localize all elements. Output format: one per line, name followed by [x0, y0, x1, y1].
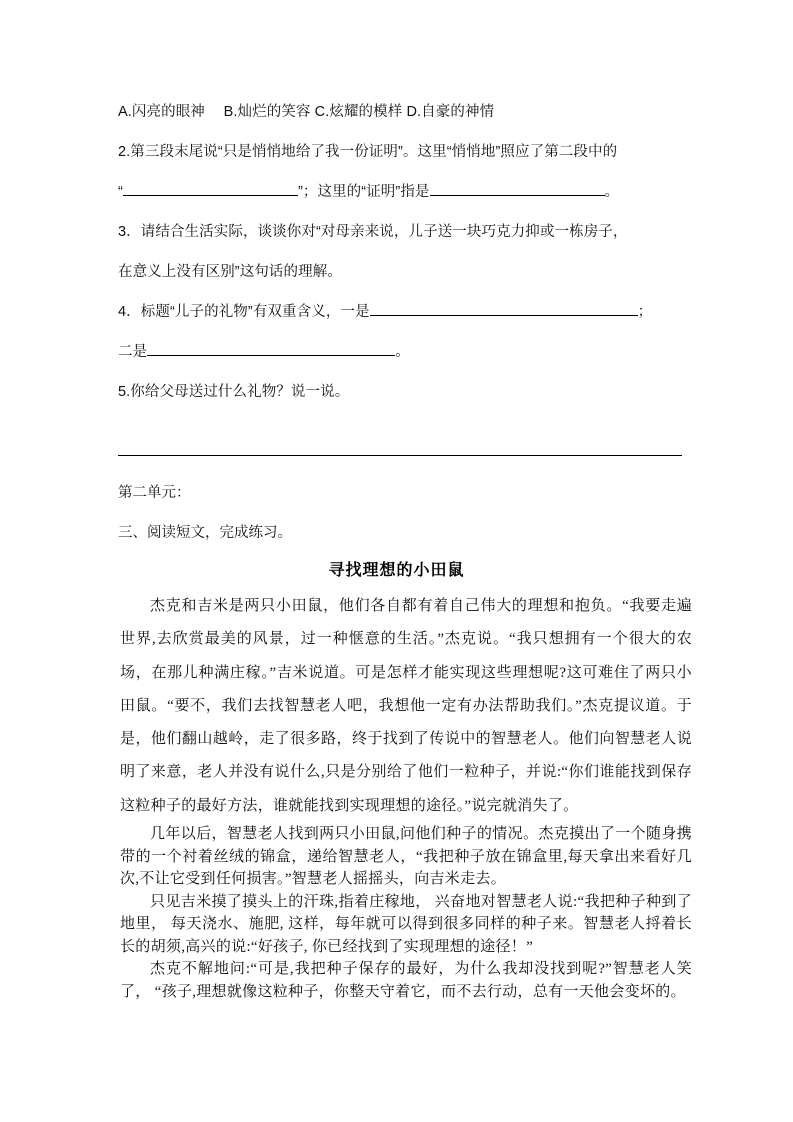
question-2-mid-text: ”；这里的“证明”指是 — [297, 184, 430, 200]
story-paragraph: 只见吉米摸了摸头上的汗珠,指着庄稼地， 兴奋地对智慧老人说:“我把种子种到了地里， 每天浇水、施肥, 这样，每年就可以得到很多同样的种子来。智慧老人捋着长长的胡须,高兴的说:“好孩子, 你已经找到了实现理想的途径！” — [120, 893, 692, 955]
question-2-quote-open: “ — [118, 184, 123, 200]
story-paragraph: 杰克和吉米是两只小田鼠，他们各自都有着自己伟大的理想和抱负。“我要走遍世界,去欣赏最美的风景，过一种惬意的生活。”杰克说。“我只想拥有一个很大的农场，在那儿种满庄稼。”吉米说道。可是怎样才能实现这些理想呢?这可难住了两只小田鼠。“要不，我们去找智慧老人吧，我想他一定有办法帮助我们。”杰克提议道。于是，他们翻山越岭，走了很多路，终于找到了传说中的智慧老人。他们向智慧老人说明了来意，老人并没有说什么,只是分别给了他们一粒种子，并说:“你们谁能找到保存这粒种子的最好方法，谁就能找到实现理想的途径。”说完就消失了。 — [120, 598, 692, 814]
answer-blank-q4b[interactable] — [147, 341, 395, 357]
question-4-line-2 — [118, 332, 686, 372]
answer-blank-q4a[interactable] — [370, 301, 638, 317]
question-4-second-prefix: 二是 — [118, 344, 148, 360]
question-2-line-2 — [118, 172, 686, 212]
question-3-line-2: 在意义上没有区别”这句话的理解。 — [118, 264, 342, 280]
question-5-line-1: 5.你给父母送过什么礼物？说一说。 — [118, 384, 350, 400]
question-3-line-1: 3．请结合生活实际，谈谈你对“对母亲来说，儿子送一块巧克力抑或一栋房子， — [118, 224, 628, 240]
answer-blank-q2a[interactable] — [123, 181, 298, 197]
question-4-period: 。 — [395, 344, 410, 360]
question-2-period: 。 — [604, 184, 620, 200]
section-divider — [118, 455, 682, 456]
unit-label: 第二单元： — [118, 485, 191, 501]
story-paragraph: 几年以后，智慧老人找到两只小田鼠,问他们种子的情况。杰克摸出了一个随身携带的一个衬着丝绒的锦盒，递给智慧老人，“我把种子放在锦盒里,每天拿出来看好几次,不让它受到任何损害。”智慧老人摇摇头，向吉米走去。 — [120, 826, 692, 888]
exercise-block — [118, 92, 686, 412]
question-4-line-1 — [118, 292, 686, 332]
story-paragraph: 杰克不解地问:“可是,我把种子保存的最好，为什么我却没找到呢?”智慧老人笑了， “孩子,理想就像这粒种子，你整天守着它，而不去行动，总有一天他会变坏的。 — [120, 961, 692, 1000]
story-body — [120, 590, 692, 1003]
question-4-semicolon: ； — [637, 304, 653, 320]
question-2-line-1: 2.第三段末尾说“只是悄悄地给了我一份证明”。这里“悄悄地”照应了第二段中的 — [118, 144, 618, 160]
answer-blank-q2b[interactable] — [430, 181, 605, 197]
instruction-line: 三、阅读短文，完成练习。 — [118, 525, 292, 541]
question-4-prefix: 4．标题“儿子的礼物”有双重含义，一是 — [118, 304, 370, 320]
story-title: 寻找理想的小田鼠 — [328, 562, 465, 579]
multiple-choice-options: A.闪亮的眼神 B.灿烂的笑容 C.炫耀的模样 D.自豪的神情 — [118, 104, 495, 120]
